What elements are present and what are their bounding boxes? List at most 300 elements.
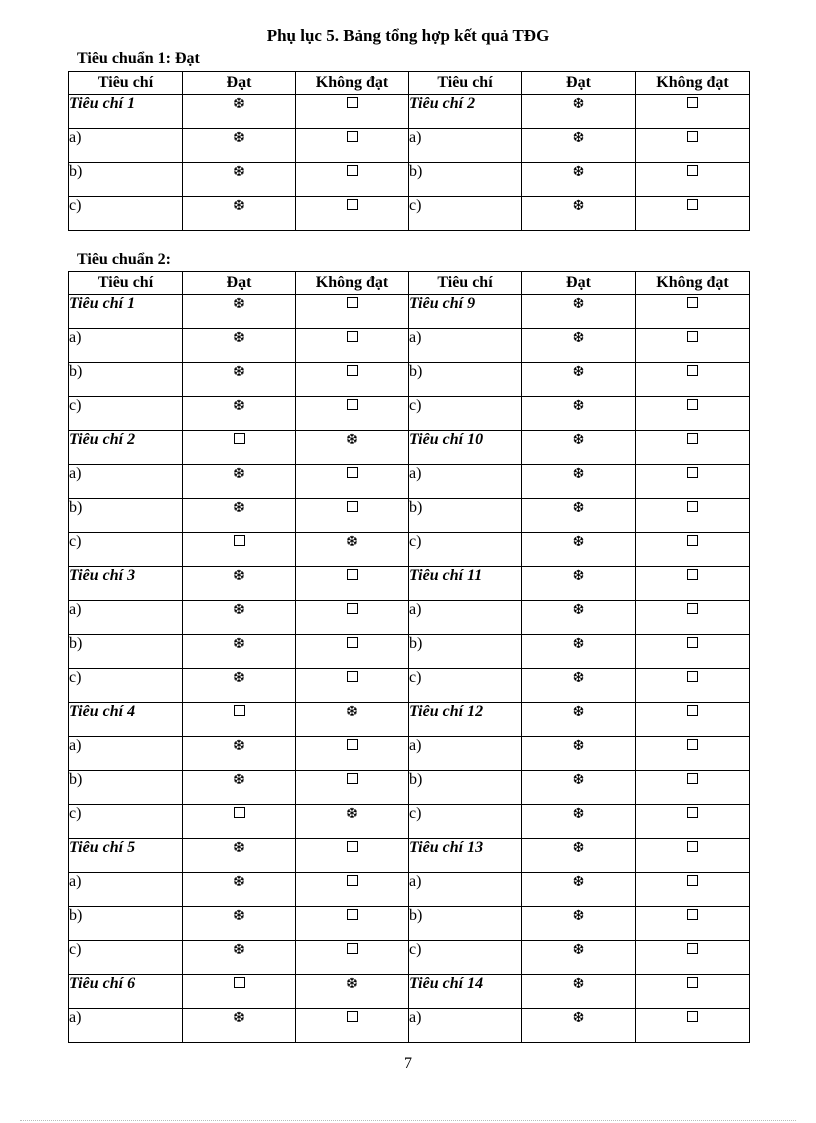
snowflake-icon: ❆ — [233, 467, 245, 482]
empty-checkbox-icon — [687, 671, 698, 682]
sub-item-label: a) — [409, 601, 522, 635]
empty-checkbox-icon — [347, 297, 358, 308]
table-row — [69, 465, 750, 499]
mark-cell-pass — [183, 567, 296, 601]
sub-item-label: a) — [69, 737, 183, 771]
empty-checkbox-icon — [687, 501, 698, 512]
mark-cell-pass — [183, 737, 296, 771]
sub-item-label: b) — [409, 499, 522, 533]
mark-cell-empty — [296, 635, 409, 669]
mark-cell-pass — [296, 431, 409, 465]
col-header-criterion: Tiêu chí — [69, 72, 183, 95]
mark-cell-pass — [183, 163, 296, 197]
mark-cell-pass — [183, 499, 296, 533]
sub-item-label: a) — [69, 465, 183, 499]
mark-cell-pass — [522, 907, 636, 941]
mark-cell-pass — [296, 975, 409, 1009]
table-row — [69, 567, 750, 601]
mark-cell-empty — [636, 839, 750, 873]
snowflake-icon: ❆ — [233, 1011, 245, 1026]
empty-checkbox-icon — [234, 807, 245, 818]
mark-cell-pass — [522, 129, 636, 163]
mark-cell-empty — [296, 197, 409, 231]
sub-item-label: b) — [409, 163, 522, 197]
table-row — [69, 197, 750, 231]
sub-item-label: a) — [409, 873, 522, 907]
table-row — [69, 907, 750, 941]
snowflake-icon: ❆ — [572, 807, 585, 822]
mark-cell-empty — [296, 163, 409, 197]
mark-cell-pass — [183, 873, 296, 907]
criterion-label: Tiêu chí 1 — [69, 295, 183, 329]
sub-item-label: b) — [69, 635, 183, 669]
mark-cell-empty — [183, 975, 296, 1009]
mark-cell-empty — [636, 363, 750, 397]
sub-item-label: a) — [409, 1009, 522, 1043]
mark-cell-pass — [183, 669, 296, 703]
snowflake-icon: ❆ — [572, 1011, 585, 1026]
mark-cell-pass — [183, 771, 296, 805]
criterion-label: Tiêu chí 11 — [409, 567, 522, 601]
snowflake-icon: ❆ — [572, 365, 585, 380]
snowflake-icon: ❆ — [233, 637, 245, 652]
mark-cell-empty — [636, 465, 750, 499]
empty-checkbox-icon — [347, 165, 358, 176]
sub-item-label: b) — [409, 907, 522, 941]
empty-checkbox-icon — [347, 671, 358, 682]
empty-checkbox-icon — [687, 807, 698, 818]
empty-checkbox-icon — [347, 501, 358, 512]
snowflake-icon: ❆ — [572, 433, 585, 448]
mark-cell-pass — [522, 499, 636, 533]
table-row — [69, 737, 750, 771]
table-row — [69, 329, 750, 363]
criterion-label: Tiêu chí 13 — [409, 839, 522, 873]
sub-item-label: a) — [69, 873, 183, 907]
sub-item-label: a) — [409, 129, 522, 163]
snowflake-icon: ❆ — [346, 535, 358, 550]
mark-cell-empty — [636, 771, 750, 805]
mark-cell-empty — [636, 129, 750, 163]
empty-checkbox-icon — [687, 569, 698, 580]
table-row — [69, 163, 750, 197]
snowflake-icon: ❆ — [233, 365, 245, 380]
snowflake-icon: ❆ — [233, 199, 245, 214]
mark-cell-empty — [636, 805, 750, 839]
page-number: 7 — [404, 1055, 412, 1072]
mark-cell-pass — [183, 635, 296, 669]
sub-item-label: c) — [409, 397, 522, 431]
mark-cell-pass — [183, 329, 296, 363]
mark-cell-empty — [296, 499, 409, 533]
snowflake-icon: ❆ — [346, 977, 358, 992]
mark-cell-empty — [183, 805, 296, 839]
sub-item-label: b) — [69, 163, 183, 197]
empty-checkbox-icon — [687, 875, 698, 886]
mark-cell-empty — [296, 941, 409, 975]
col-header-pass: Đạt — [522, 272, 636, 295]
mark-cell-empty — [296, 1009, 409, 1043]
mark-cell-empty — [636, 329, 750, 363]
mark-cell-pass — [522, 941, 636, 975]
snowflake-icon: ❆ — [233, 671, 245, 686]
mark-cell-pass — [522, 295, 636, 329]
sub-item-label: c) — [409, 805, 522, 839]
empty-checkbox-icon — [687, 467, 698, 478]
sub-item-label: a) — [69, 329, 183, 363]
sub-item-label: b) — [69, 363, 183, 397]
empty-checkbox-icon — [347, 365, 358, 376]
table-row — [69, 533, 750, 567]
empty-checkbox-icon — [234, 535, 245, 546]
snowflake-icon: ❆ — [233, 569, 245, 584]
table-header-row — [69, 72, 750, 95]
empty-checkbox-icon — [687, 603, 698, 614]
empty-checkbox-icon — [687, 773, 698, 784]
mark-cell-pass — [522, 329, 636, 363]
table-row — [69, 873, 750, 907]
sub-item-label: b) — [409, 771, 522, 805]
mark-cell-pass — [522, 465, 636, 499]
table-row — [69, 805, 750, 839]
table-row — [69, 839, 750, 873]
snowflake-icon: ❆ — [572, 773, 585, 788]
empty-checkbox-icon — [234, 433, 245, 444]
empty-checkbox-icon — [347, 739, 358, 750]
mark-cell-pass — [522, 703, 636, 737]
col-header-criterion: Tiêu chí — [409, 272, 522, 295]
empty-checkbox-icon — [347, 331, 358, 342]
table-row — [69, 431, 750, 465]
mark-cell-empty — [296, 129, 409, 163]
mark-cell-empty — [636, 431, 750, 465]
empty-checkbox-icon — [347, 399, 358, 410]
mark-cell-pass — [183, 465, 296, 499]
mark-cell-pass — [522, 737, 636, 771]
empty-checkbox-icon — [347, 773, 358, 784]
snowflake-icon: ❆ — [233, 841, 245, 856]
snowflake-icon: ❆ — [233, 131, 245, 146]
table-row — [69, 975, 750, 1009]
mark-cell-empty — [636, 499, 750, 533]
empty-checkbox-icon — [347, 603, 358, 614]
sub-item-label: c) — [69, 669, 183, 703]
empty-checkbox-icon — [687, 97, 698, 108]
mark-cell-pass — [183, 601, 296, 635]
empty-checkbox-icon — [687, 637, 698, 648]
empty-checkbox-icon — [347, 1011, 358, 1022]
mark-cell-empty — [636, 533, 750, 567]
snowflake-icon: ❆ — [233, 331, 245, 346]
mark-cell-pass — [522, 635, 636, 669]
mark-cell-pass — [183, 95, 296, 129]
empty-checkbox-icon — [347, 199, 358, 210]
empty-checkbox-icon — [687, 1011, 698, 1022]
empty-checkbox-icon — [687, 297, 698, 308]
criterion-label: Tiêu chí 5 — [69, 839, 183, 873]
sub-item-label: b) — [409, 363, 522, 397]
snowflake-icon: ❆ — [572, 467, 585, 482]
sub-item-label: a) — [69, 1009, 183, 1043]
mark-cell-empty — [636, 1009, 750, 1043]
snowflake-icon: ❆ — [233, 165, 245, 180]
mark-cell-empty — [183, 431, 296, 465]
sub-item-label: c) — [409, 669, 522, 703]
empty-checkbox-icon — [347, 841, 358, 852]
mark-cell-pass — [522, 95, 636, 129]
sub-item-label: b) — [69, 499, 183, 533]
snowflake-icon: ❆ — [233, 501, 245, 516]
snowflake-icon: ❆ — [233, 97, 245, 112]
table-header-row — [69, 272, 750, 295]
empty-checkbox-icon — [687, 331, 698, 342]
sub-item-label: c) — [409, 533, 522, 567]
table-row — [69, 601, 750, 635]
mark-cell-pass — [183, 197, 296, 231]
mark-cell-pass — [183, 941, 296, 975]
criterion-label: Tiêu chí 2 — [69, 431, 183, 465]
mark-cell-pass — [522, 839, 636, 873]
sub-item-label: c) — [69, 397, 183, 431]
table-row — [69, 95, 750, 129]
table-row — [69, 397, 750, 431]
table-row — [69, 1009, 750, 1043]
mark-cell-pass — [522, 873, 636, 907]
mark-cell-pass — [296, 703, 409, 737]
table-row — [69, 129, 750, 163]
footer-divider — [20, 1120, 796, 1121]
snowflake-icon: ❆ — [572, 535, 585, 550]
mark-cell-empty — [296, 465, 409, 499]
sub-item-label: a) — [69, 601, 183, 635]
snowflake-icon: ❆ — [572, 501, 585, 516]
snowflake-icon: ❆ — [572, 705, 585, 720]
mark-cell-pass — [183, 295, 296, 329]
mark-cell-empty — [636, 873, 750, 907]
snowflake-icon: ❆ — [572, 943, 585, 958]
empty-checkbox-icon — [347, 637, 358, 648]
empty-checkbox-icon — [347, 943, 358, 954]
mark-cell-pass — [522, 975, 636, 1009]
criterion-label: Tiêu chí 9 — [409, 295, 522, 329]
col-header-pass: Đạt — [183, 272, 296, 295]
criterion-label: Tiêu chí 14 — [409, 975, 522, 1009]
sub-item-label: a) — [409, 329, 522, 363]
col-header-fail: Không đạt — [296, 272, 409, 295]
mark-cell-pass — [522, 163, 636, 197]
snowflake-icon: ❆ — [572, 841, 585, 856]
snowflake-icon: ❆ — [572, 165, 585, 180]
snowflake-icon: ❆ — [233, 739, 245, 754]
criterion-label: Tiêu chí 1 — [69, 95, 183, 129]
sub-item-label: b) — [69, 907, 183, 941]
empty-checkbox-icon — [687, 535, 698, 546]
empty-checkbox-icon — [347, 467, 358, 478]
snowflake-icon: ❆ — [572, 977, 585, 992]
mark-cell-pass — [183, 397, 296, 431]
mark-cell-empty — [296, 567, 409, 601]
criterion-label: Tiêu chí 10 — [409, 431, 522, 465]
snowflake-icon: ❆ — [572, 399, 585, 414]
criterion-label: Tiêu chí 12 — [409, 703, 522, 737]
mark-cell-pass — [522, 805, 636, 839]
mark-cell-pass — [296, 533, 409, 567]
mark-cell-empty — [296, 839, 409, 873]
col-header-pass: Đạt — [183, 72, 296, 95]
mark-cell-empty — [296, 771, 409, 805]
empty-checkbox-icon — [347, 875, 358, 886]
snowflake-icon: ❆ — [572, 739, 585, 754]
standard-1-label: Tiêu chuẩn 1: Đạt — [77, 50, 200, 67]
sub-item-label: a) — [409, 737, 522, 771]
mark-cell-pass — [522, 363, 636, 397]
empty-checkbox-icon — [687, 841, 698, 852]
col-header-fail: Không đạt — [296, 72, 409, 95]
sub-item-label: c) — [409, 197, 522, 231]
empty-checkbox-icon — [687, 433, 698, 444]
mark-cell-pass — [183, 1009, 296, 1043]
mark-cell-empty — [183, 533, 296, 567]
mark-cell-empty — [296, 397, 409, 431]
sub-item-label: b) — [69, 771, 183, 805]
mark-cell-pass — [522, 533, 636, 567]
snowflake-icon: ❆ — [572, 331, 585, 346]
table-row — [69, 669, 750, 703]
empty-checkbox-icon — [687, 199, 698, 210]
mark-cell-pass — [183, 907, 296, 941]
snowflake-icon: ❆ — [233, 773, 245, 788]
empty-checkbox-icon — [347, 569, 358, 580]
standard-1-table — [68, 71, 750, 231]
mark-cell-empty — [636, 975, 750, 1009]
snowflake-icon: ❆ — [346, 433, 358, 448]
snowflake-icon: ❆ — [233, 297, 245, 312]
col-header-criterion: Tiêu chí — [409, 72, 522, 95]
mark-cell-empty — [636, 295, 750, 329]
snowflake-icon: ❆ — [572, 875, 585, 890]
mark-cell-pass — [522, 1009, 636, 1043]
snowflake-icon: ❆ — [233, 603, 245, 618]
sub-item-label: c) — [69, 805, 183, 839]
sub-item-label: b) — [409, 635, 522, 669]
mark-cell-empty — [636, 567, 750, 601]
mark-cell-empty — [183, 703, 296, 737]
table-row — [69, 941, 750, 975]
empty-checkbox-icon — [687, 365, 698, 376]
table-row — [69, 703, 750, 737]
col-header-fail: Không đạt — [636, 72, 750, 95]
mark-cell-empty — [636, 669, 750, 703]
empty-checkbox-icon — [687, 909, 698, 920]
snowflake-icon: ❆ — [572, 297, 585, 312]
table-row — [69, 499, 750, 533]
sub-item-label: a) — [409, 465, 522, 499]
mark-cell-empty — [636, 635, 750, 669]
snowflake-icon: ❆ — [346, 705, 358, 720]
mark-cell-pass — [522, 669, 636, 703]
mark-cell-pass — [522, 397, 636, 431]
mark-cell-empty — [636, 703, 750, 737]
snowflake-icon: ❆ — [233, 909, 245, 924]
page-title: Phụ lục 5. Bảng tổng hợp kết quả TĐG — [266, 26, 550, 45]
criterion-label: Tiêu chí 4 — [69, 703, 183, 737]
mark-cell-empty — [296, 873, 409, 907]
criterion-label: Tiêu chí 3 — [69, 567, 183, 601]
empty-checkbox-icon — [687, 739, 698, 750]
empty-checkbox-icon — [347, 909, 358, 920]
snowflake-icon: ❆ — [233, 943, 245, 958]
snowflake-icon: ❆ — [572, 671, 585, 686]
empty-checkbox-icon — [687, 977, 698, 988]
mark-cell-empty — [296, 907, 409, 941]
mark-cell-empty — [296, 95, 409, 129]
snowflake-icon: ❆ — [572, 909, 585, 924]
snowflake-icon: ❆ — [572, 603, 585, 618]
snowflake-icon: ❆ — [346, 807, 358, 822]
mark-cell-empty — [296, 601, 409, 635]
mark-cell-empty — [296, 363, 409, 397]
mark-cell-pass — [183, 363, 296, 397]
mark-cell-empty — [296, 737, 409, 771]
mark-cell-empty — [636, 163, 750, 197]
empty-checkbox-icon — [687, 131, 698, 142]
empty-checkbox-icon — [234, 977, 245, 988]
mark-cell-pass — [296, 805, 409, 839]
col-header-fail: Không đạt — [636, 272, 750, 295]
snowflake-icon: ❆ — [572, 637, 585, 652]
table-row — [69, 363, 750, 397]
empty-checkbox-icon — [687, 943, 698, 954]
snowflake-icon: ❆ — [572, 97, 585, 112]
mark-cell-empty — [636, 197, 750, 231]
standard-2-label: Tiêu chuẩn 2: — [77, 251, 171, 268]
empty-checkbox-icon — [687, 165, 698, 176]
table-row — [69, 295, 750, 329]
sub-item-label: a) — [69, 129, 183, 163]
empty-checkbox-icon — [687, 399, 698, 410]
empty-checkbox-icon — [687, 705, 698, 716]
criterion-label: Tiêu chí 2 — [409, 95, 522, 129]
mark-cell-empty — [636, 95, 750, 129]
mark-cell-pass — [522, 197, 636, 231]
mark-cell-empty — [296, 669, 409, 703]
empty-checkbox-icon — [234, 705, 245, 716]
mark-cell-pass — [522, 431, 636, 465]
snowflake-icon: ❆ — [572, 569, 585, 584]
snowflake-icon: ❆ — [233, 875, 245, 890]
snowflake-icon: ❆ — [572, 199, 585, 214]
mark-cell-pass — [522, 771, 636, 805]
sub-item-label: c) — [69, 533, 183, 567]
table-row — [69, 771, 750, 805]
sub-item-label: c) — [69, 941, 183, 975]
snowflake-icon: ❆ — [233, 399, 245, 414]
mark-cell-pass — [183, 839, 296, 873]
mark-cell-empty — [296, 329, 409, 363]
empty-checkbox-icon — [347, 131, 358, 142]
mark-cell-pass — [183, 129, 296, 163]
table-row — [69, 635, 750, 669]
empty-checkbox-icon — [347, 97, 358, 108]
mark-cell-empty — [636, 907, 750, 941]
criterion-label: Tiêu chí 6 — [69, 975, 183, 1009]
col-header-pass: Đạt — [522, 72, 636, 95]
mark-cell-pass — [522, 601, 636, 635]
mark-cell-pass — [522, 567, 636, 601]
mark-cell-empty — [636, 737, 750, 771]
sub-item-label: c) — [69, 197, 183, 231]
mark-cell-empty — [636, 397, 750, 431]
